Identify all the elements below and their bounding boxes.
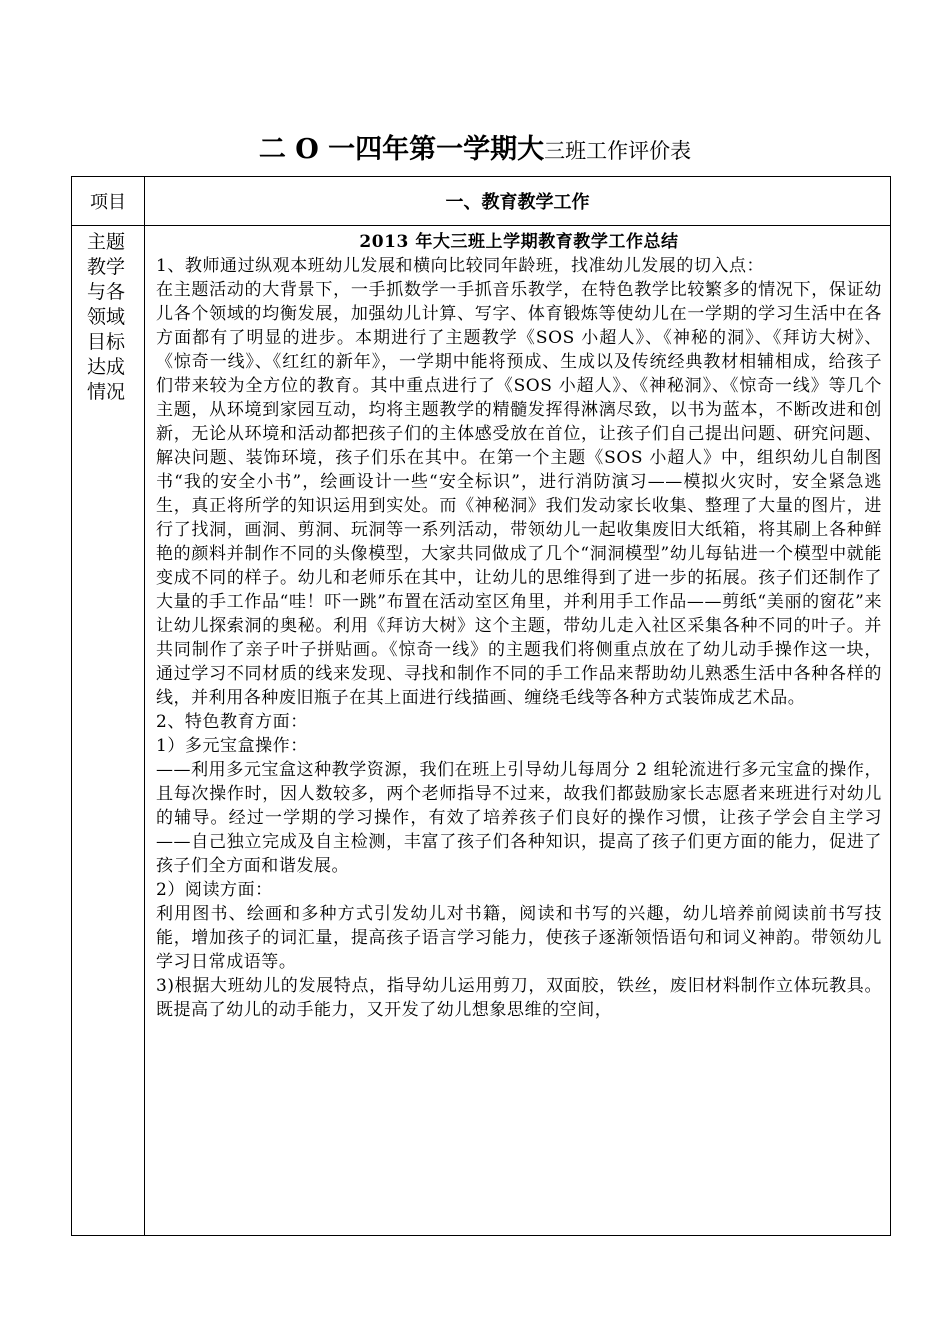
row-content-cell bbox=[145, 226, 891, 1236]
header-item-cell bbox=[72, 177, 145, 226]
header-section-label: 一、教育教学工作 bbox=[445, 192, 590, 213]
table-row bbox=[72, 226, 891, 1236]
summary-paragraph: 3)根据大班幼儿的发展特点，指导幼儿运用剪刀，双面胶，铁丝，废旧材料制作立体玩教具。既提高了幼儿的动手能力，又开发了幼儿想象思维的空间， bbox=[156, 976, 882, 1020]
header-item-label: 项目 bbox=[90, 192, 126, 213]
summary-paragraph: 利用图书、绘画和多种方式引发幼儿对书籍，阅读和书写的兴趣，幼儿培养前阅读前书写技能，增加孩子的词汇量，提高孩子语言学习能力，使孩子逐渐领悟语句和词义神韵。带领幼儿学习日常成语等。 bbox=[156, 904, 882, 972]
summary-paragraph: 1）多元宝盒操作： bbox=[156, 736, 308, 756]
summary-paragraph: 在主题活动的大背景下，一手抓数学一手抓音乐教学，在特色教学比较繁多的情况下，保证幼儿各个领域的均衡发展，加强幼儿计算、写字、体育锻炼等使幼儿在一学期的学习生活中在各方面都有了明显的进步。本期进行了主题教学《SOS 小超人》、《神秘的洞》、《拜访大树》、《惊奇一线》、《红红的新年》，一学期中能将预成、生成以及传统经典教材相辅相成，给孩子们带来较为全方位的教育。其中重点进行了《SOS 小超人》、《神秘洞》、《惊奇一线》等几个主题，从环境到家园互动，均将主题教学的精髓发挥得淋漓尽致，以书为蓝本，不断改进和创新，无论从环境和活动都把孩子们的主体感受放在首位，让孩子们自己提出问题、研究问题、解决问题、装饰环境，孩子们乐在其中。在第一个主题《SOS 小超人》中，组织幼儿自制图书“我的安全小书”，绘画设计一些“安全标识”，进行消防演习——模拟火灾时，安全紧急逃生，真正将所学的知识运用到实处。而《神秘洞》我们发动家长收集、整理了大量的图片，进行了找洞，画洞、剪洞、玩洞等一系列活动，带领幼儿一起收集废旧大纸箱，将其刷上各种鲜艳的颜料并制作不同的头像模型，大家共同做成了几个“洞洞模型”幼儿每钻进一个模型中就能变成不同的样子。幼儿和老师乐在其中，让幼儿的思维得到了进一步的拓展。孩子们还制作了大量的手工作品“哇！吓一跳”布置在活动室区角里，并利用手工作品——剪纸“美丽的窗花”来让幼儿探索洞的奥秘。利用《拜访大树》这个主题，带幼儿走入社区采集各种不同的叶子。并共同制作了亲子叶子拼贴画。《惊奇一线》的主题我们将侧重点放在了幼儿动手操作这一块，通过学习不同材质的线来发现、寻找和制作不同的手工作品来帮助幼儿熟悉生活中各种各样的线，并利用各种废旧瓶子在其上面进行线描画、缠绕毛线等各种方式装饰成艺术品。 bbox=[156, 280, 882, 708]
row-label-cell bbox=[72, 226, 145, 1236]
row-label-line: 教学 bbox=[87, 256, 126, 278]
table-header-row bbox=[72, 177, 891, 226]
summary-paragraph: 1、教师通过纵观本班幼儿发展和横向比较同年龄班，找准幼儿发展的切入点： bbox=[156, 256, 765, 276]
row-label bbox=[87, 230, 131, 405]
evaluation-table bbox=[71, 176, 891, 1236]
page-title bbox=[0, 133, 950, 168]
row-label-line: 达成 bbox=[87, 356, 126, 378]
summary-paragraph: ——利用多元宝盒这种教学资源，我们在班上引导幼儿每周分 2 组轮流进行多元宝盒的操作，且每次操作时，因人数较多，两个老师指导不过来，故我们都鼓励家长志愿者来班进行对幼儿的辅导。经过一学期的学习操作，有效了培养孩子们良好的操作习惯，让孩子学会自主学习——自己独立完成及自主检测，丰富了孩子们各种知识，提高了孩子们更方面的能力，促进了孩子们全方面和谐发展。 bbox=[156, 760, 882, 876]
row-label-line: 领域 bbox=[87, 306, 126, 328]
title-bold-part: 二 O 一四年第一学期大 bbox=[258, 134, 545, 165]
title-normal-part: 三班工作评价表 bbox=[544, 139, 692, 163]
summary-paragraph: 2、特色教育方面： bbox=[156, 712, 308, 732]
row-label-line: 情况 bbox=[87, 381, 126, 403]
row-label-line: 目标 bbox=[87, 331, 126, 353]
summary-heading: 2013 年大三班上学期教育教学工作总结 bbox=[359, 232, 679, 252]
row-label-line: 与各 bbox=[87, 281, 126, 303]
summary-paragraph: 2）阅读方面： bbox=[156, 880, 273, 900]
header-section-cell bbox=[145, 177, 891, 226]
row-label-line: 主题 bbox=[87, 231, 126, 253]
